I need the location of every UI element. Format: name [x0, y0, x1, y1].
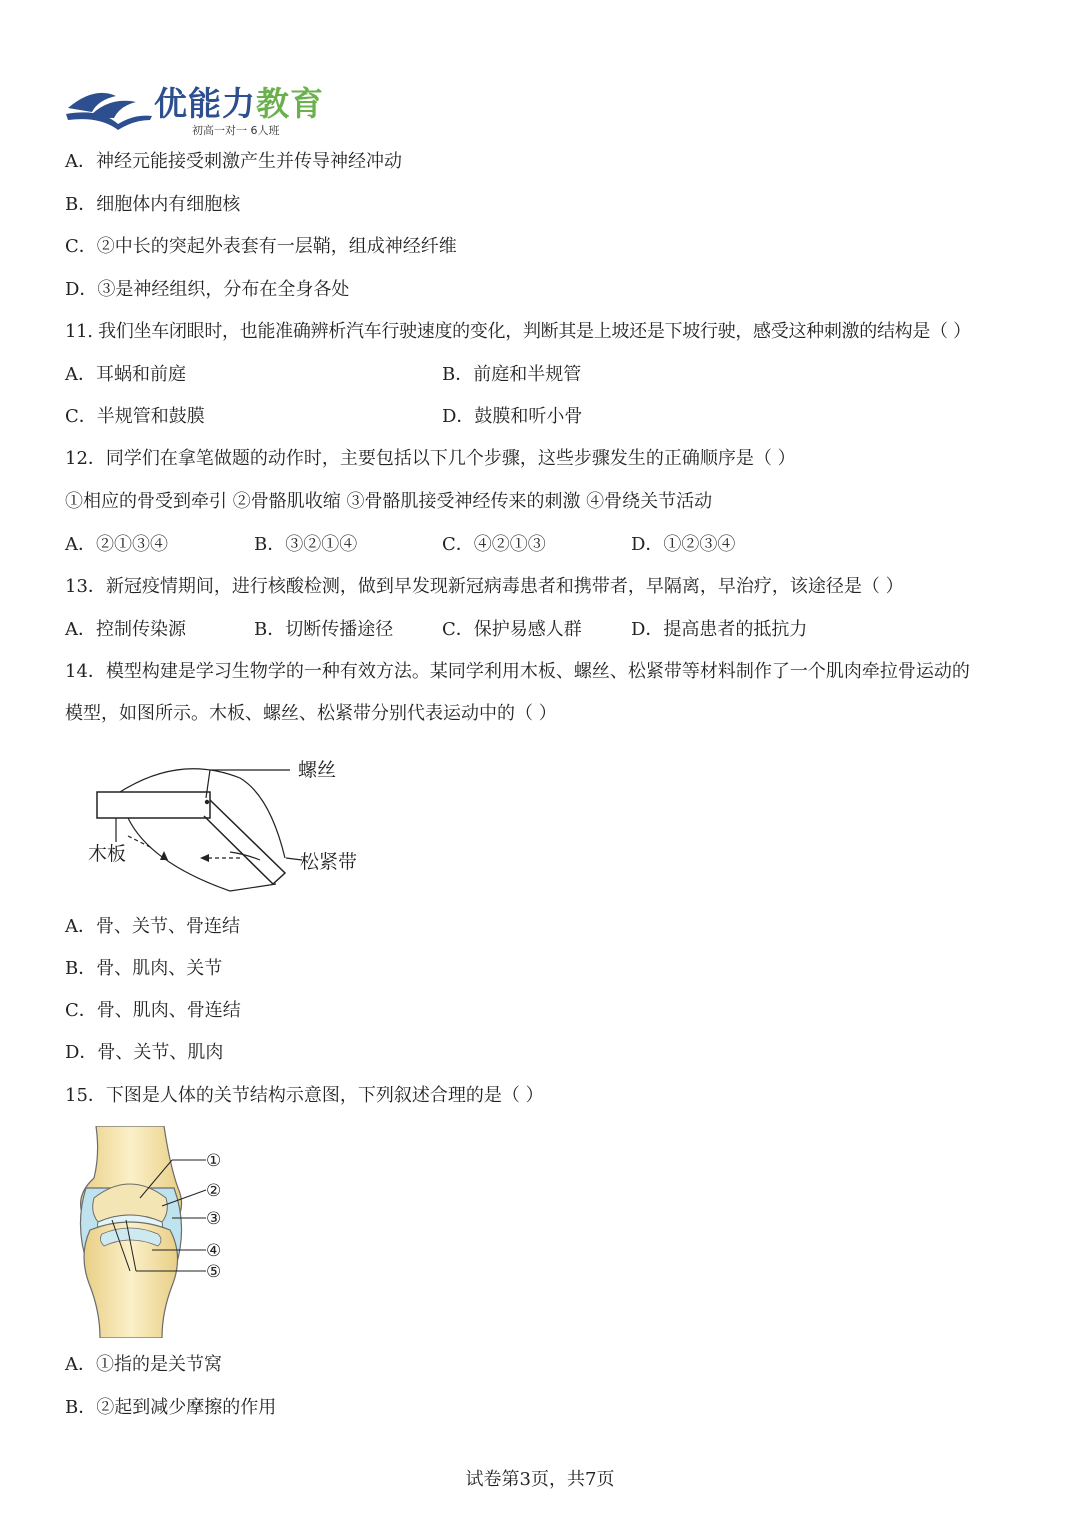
q13-option-d: D．提高患者的抵抗力: [631, 619, 808, 640]
logo: [64, 76, 364, 140]
q14-option-b: B．骨、肌肉、关节: [65, 958, 223, 979]
logo-title: 优能力教育: [154, 84, 324, 123]
q14-option-d: D．骨、关节、肌肉: [65, 1042, 224, 1063]
q11-stem: 11. 我们坐车闭眼时，也能准确辨析汽车行驶速度的变化，判断其是上坡还是下坡行驶，感受这种刺激的结构是（ ）: [65, 321, 971, 342]
q15-stem: 15．下图是人体的关节结构示意图，下列叙述合理的是（ ）: [65, 1085, 544, 1106]
q15-option-a: A．①指的是关节窝: [65, 1354, 222, 1375]
q14-option-a: A．骨、关节、骨连结: [65, 916, 240, 937]
label-board: 木板: [88, 843, 127, 865]
board-lower: [204, 800, 285, 884]
logo-book-icon: [64, 78, 154, 134]
arrow-left-icon: [200, 854, 209, 862]
page-number: 试卷第3页，共7页: [465, 1469, 615, 1490]
screw-dot: [205, 800, 209, 804]
q10-option-a: A．神经元能接受刺激产生并传导神经冲动: [65, 151, 402, 172]
label-band: 松紧带: [300, 851, 358, 873]
board-upper: [97, 792, 210, 818]
logo-tagline: 初高一对一 6人班: [192, 124, 280, 137]
q13-option-c: C．保护易感人群: [442, 619, 582, 640]
q11-option-c: C．半规管和鼓膜: [65, 406, 205, 427]
q12-option-d: D．①②③④: [631, 534, 736, 555]
arrow-dashed-1: [128, 836, 152, 848]
q13-option-a: A．控制传染源: [65, 619, 186, 640]
q12-steps: ①相应的骨受到牵引 ②骨骼肌收缩 ③骨骼肌接受神经传来的刺激 ④骨绕关节活动: [65, 491, 713, 512]
label-4: ④: [206, 1241, 222, 1261]
joint-structure-figure: [66, 1126, 236, 1338]
q10-option-c: C．②中长的突起外表套有一层鞘，组成神经纤维: [65, 236, 457, 257]
q14-stem-line2: 模型，如图所示。木板、螺丝、松紧带分别代表运动中的（ ）: [65, 703, 557, 724]
q10-option-b: B．细胞体内有细胞核: [65, 194, 241, 215]
elastic-band-top: [120, 769, 285, 858]
elastic-band-bottom: [128, 818, 276, 891]
q12-option-a: A．②①③④: [65, 534, 168, 555]
q13-stem: 13．新冠疫情期间，进行核酸检测，做到早发现新冠病毒患者和携带者，早隔离，早治疗，该途径是（ ）: [65, 576, 904, 597]
label-1: ①: [206, 1151, 222, 1171]
label-5: ⑤: [206, 1262, 222, 1282]
label-screw: 螺丝: [298, 759, 337, 781]
arrow-up-icon: [160, 851, 168, 860]
label-3: ③: [206, 1209, 222, 1229]
q11-option-b: B．前庭和半规管: [442, 364, 582, 385]
q14-stem-line1: 14．模型构建是学习生物学的一种有效方法。某同学利用木板、螺丝、松紧带等材料制作了一个肌肉牵拉骨运动的: [65, 661, 970, 682]
q12-option-c: C．④②①③: [442, 534, 546, 555]
q14-option-c: C．骨、肌肉、骨连结: [65, 1000, 241, 1021]
q12-option-b: B．③②①④: [254, 534, 358, 555]
q12-stem: 12．同学们在拿笔做题的动作时，主要包括以下几个步骤，这些步骤发生的正确顺序是（ ）: [65, 448, 796, 469]
q13-option-b: B．切断传播途径: [254, 619, 394, 640]
q11-option-a: A．耳蜗和前庭: [65, 364, 186, 385]
q10-option-d: D．③是神经组织，分布在全身各处: [65, 279, 350, 300]
label-2: ②: [206, 1181, 222, 1201]
q11-option-d: D．鼓膜和听小骨: [442, 406, 583, 427]
muscle-model-figure: [80, 748, 380, 898]
q15-option-b: B．②起到减少摩擦的作用: [65, 1397, 277, 1418]
